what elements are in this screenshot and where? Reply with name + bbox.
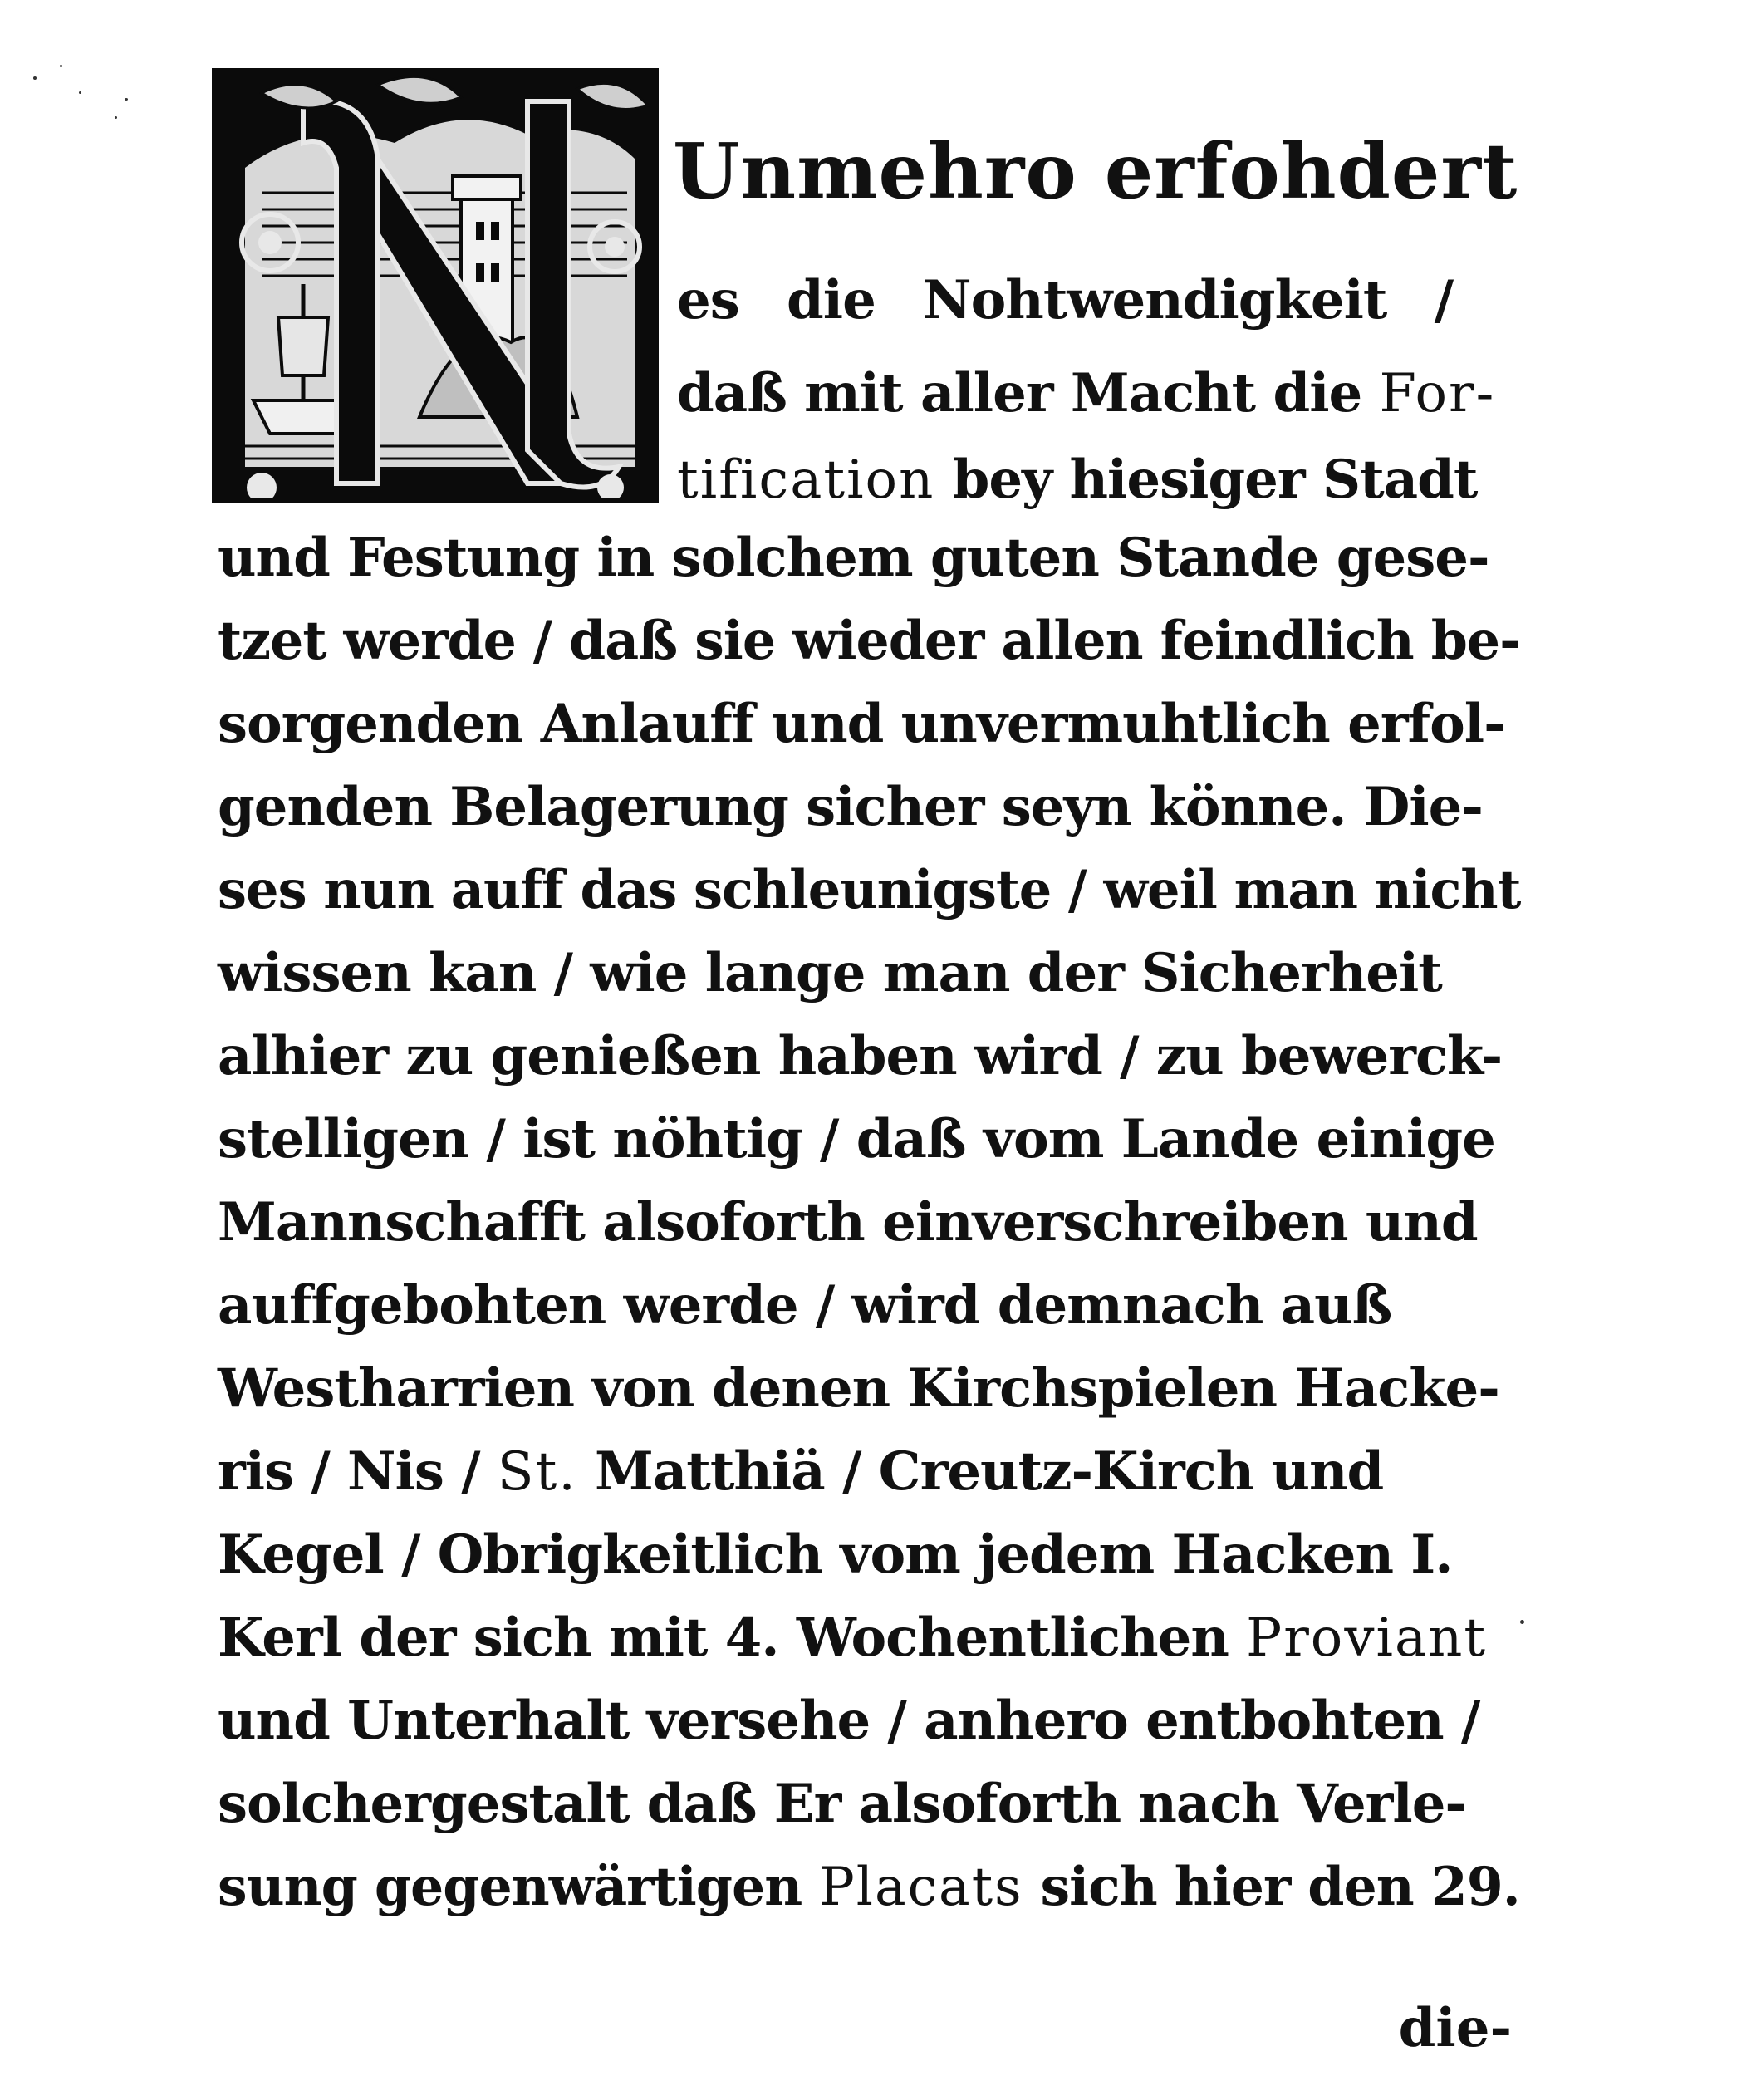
text-line xyxy=(218,1607,1488,1669)
text-line xyxy=(218,527,1489,589)
antiqua-run: Proviant xyxy=(1246,1607,1488,1669)
text-run: bey hiesiger Stadt xyxy=(934,449,1478,511)
antiqua-run: St. xyxy=(497,1441,577,1503)
text-run: Westharrien von denen Kirchspielen Hacke- xyxy=(218,1357,1499,1420)
text-line xyxy=(218,776,1483,838)
text-line xyxy=(677,269,1454,331)
text-line xyxy=(218,1773,1466,1835)
scan-speck xyxy=(60,65,62,67)
text-line xyxy=(218,610,1521,672)
text-line xyxy=(218,1191,1478,1254)
scan-speck xyxy=(125,98,128,101)
scan-speck xyxy=(79,91,81,94)
text-run: Matthiä / Creutz-Kirch und xyxy=(576,1440,1384,1503)
text-run: Unmehro erfohdert xyxy=(673,126,1518,216)
scan-speck xyxy=(33,76,37,80)
text-run: auffgebohten werde / wird demnach auß xyxy=(218,1274,1392,1337)
text-run: ris / Nis / xyxy=(218,1440,498,1503)
scan-speck xyxy=(115,116,117,119)
text-line xyxy=(218,693,1505,755)
text-run: daß mit aller Macht die xyxy=(677,362,1380,424)
text-line xyxy=(673,126,1518,216)
text-run: alhier zu genießen haben wird / zu bewerck- xyxy=(218,1025,1503,1087)
text-run: Kerl der sich mit 4. Wochentlichen xyxy=(218,1607,1247,1669)
text-run: Kegel / Obrigkeitlich vom jedem Hacken I. xyxy=(218,1523,1453,1586)
woodcut-initial-letter xyxy=(212,68,659,503)
scan-speck xyxy=(1520,1620,1524,1624)
text-line xyxy=(218,859,1521,921)
catchword: die- xyxy=(1398,1997,1512,2059)
text-line xyxy=(218,1025,1503,1087)
text-run: solchergestalt daß Er alsoforth nach Verle- xyxy=(218,1773,1466,1835)
text-run: wissen kan / wie lange man der Sicherheit xyxy=(218,942,1442,1004)
text-line xyxy=(218,1357,1499,1420)
text-line xyxy=(218,1856,1520,1918)
text-run: sung gegenwärtigen xyxy=(218,1856,820,1918)
text-run: es die Nohtwendigkeit / xyxy=(677,269,1454,331)
text-line xyxy=(218,1523,1453,1586)
text-line xyxy=(677,362,1496,424)
text-line xyxy=(218,1108,1495,1170)
text-run: sich hier den 29. xyxy=(1023,1856,1520,1918)
text-run: Mannschafft alsoforth einverschreiben und xyxy=(218,1191,1478,1254)
text-run: tzet werde / daß sie wieder allen feindlich be- xyxy=(218,610,1521,672)
text-line xyxy=(677,449,1478,511)
text-run: genden Belagerung sicher seyn könne. Die- xyxy=(218,776,1483,838)
text-run: ses nun auff das schleunigste / weil man nicht xyxy=(218,859,1521,921)
text-line xyxy=(218,1690,1480,1752)
text-line xyxy=(218,1440,1384,1503)
text-run: und Unterhalt versehe / anhero entbohten / xyxy=(218,1690,1480,1752)
antiqua-run: tification xyxy=(677,449,935,511)
text-line xyxy=(218,942,1442,1004)
text-line xyxy=(218,1274,1392,1337)
antiqua-run: For- xyxy=(1379,363,1496,424)
text-run: stelligen / ist nöhtig / daß vom Lande einige xyxy=(218,1108,1495,1170)
antiqua-run: Placats xyxy=(819,1857,1023,1918)
text-run: sorgenden Anlauff und unvermuhtlich erfol- xyxy=(218,693,1505,755)
text-run: und Festung in solchem guten Stande gese- xyxy=(218,527,1489,589)
